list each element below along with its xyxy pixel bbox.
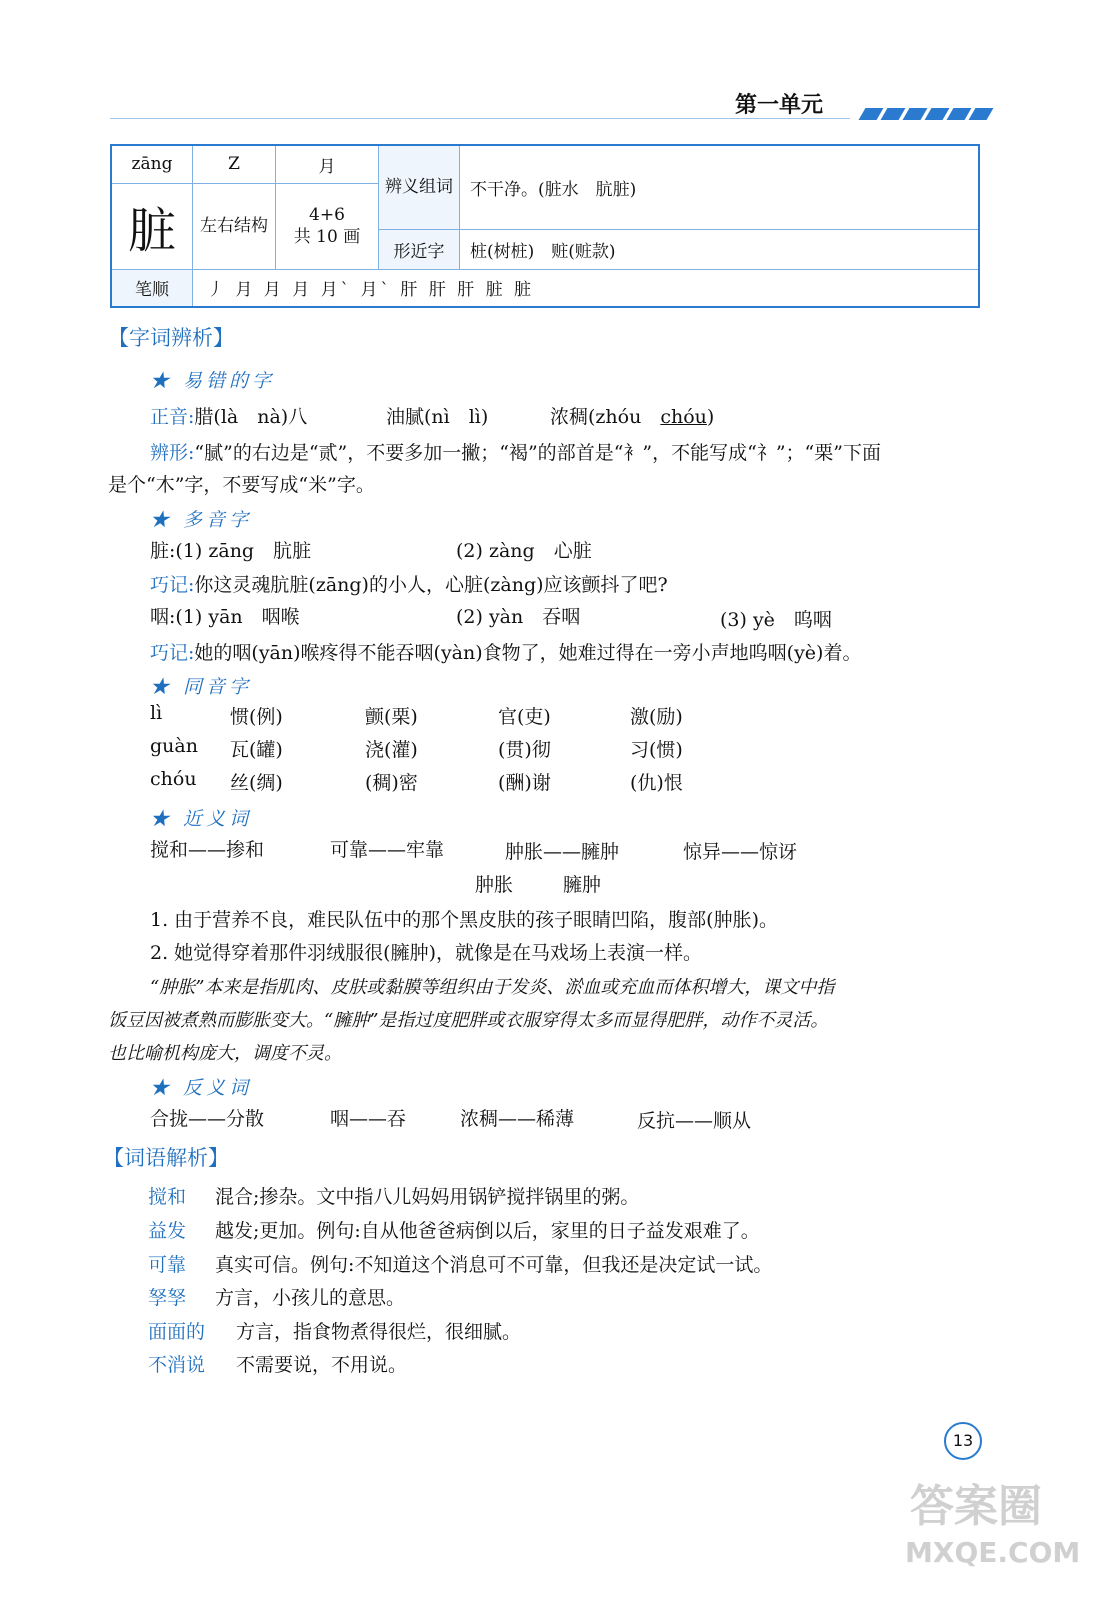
card-similar: 桩(树桩) 赃(赃款) — [460, 229, 980, 269]
card-strokes-formula: 4+6 — [309, 205, 345, 225]
homo-0-2: 颤(栗) — [365, 706, 418, 728]
term-4: 面面的 — [148, 1321, 206, 1343]
card-letter: Z — [193, 145, 276, 183]
unit-title: 第一单元 — [735, 93, 824, 118]
qiaoji-text-2: 她的咽(yān)喉疼得不能吞咽(yàn)食物了，她难过得在一旁小声地呜咽(yè)着。 — [194, 642, 862, 664]
zhengyin-3b: chóu — [660, 406, 707, 428]
def-1: 越发;更加。例句:自从他爸爸病倒以后，家里的日子益发艰难了。 — [215, 1220, 760, 1242]
def-2: 真实可信。例句:不知道这个消息可不可靠，但我还是决定试一试。 — [215, 1254, 773, 1276]
bianxing-line-1 — [150, 438, 881, 465]
synonym-pair-0: 肿胀 — [475, 874, 514, 896]
qiaoji-text-1: 你这灵魂肮脏(zāng)的小人，心脏(zàng)应该颤抖了吧? — [194, 574, 668, 596]
heading-antonyms: ★ 反义词 — [150, 1077, 253, 1099]
card-similar-label: 形近字 — [379, 229, 460, 269]
homo-2-4: (仇)恨 — [630, 772, 683, 794]
card-order-label: 笔顺 — [111, 269, 193, 307]
synonym-note-1: “肿胀”本来是指肌肉、皮肤或黏膜等组织由于发炎、淤血或充血而体积增大，课文中指 — [150, 977, 835, 998]
homo-1-2: 浇(灌) — [365, 739, 418, 761]
synonym-example-2: 2. 她觉得穿着那件羽绒服很(臃肿)，就像是在马戏场上表演一样。 — [150, 942, 702, 964]
term-3: 孥孥 — [148, 1287, 187, 1309]
poly-1a: 脏:(1) zāng 肮脏 — [150, 540, 312, 562]
qiaoji-line-1 — [150, 570, 668, 597]
header-stripes — [862, 108, 990, 120]
synonym-note-2: 饭豆因被煮熟而膨胀变大。“臃肿”是指过度肥胖或衣服穿得太多而显得肥胖，动作不灵活。 — [108, 1010, 829, 1031]
poly-1b: (2) zàng 心脏 — [456, 540, 592, 562]
zhengyin-2: 油腻(nì lì) — [386, 406, 489, 428]
zhengyin-3a: 浓稠(zhóu — [550, 406, 661, 428]
antonym-2: 浓稠——稀薄 — [460, 1108, 575, 1130]
term-1: 益发 — [148, 1220, 187, 1242]
homo-0-1: 惯(例) — [230, 706, 283, 728]
def-4: 方言，指食物煮得很烂，很细腻。 — [236, 1321, 522, 1343]
poly-2b: (2) yàn 吞咽 — [456, 606, 581, 628]
homo-0-0: lì — [150, 702, 163, 724]
antonym-3: 反抗——顺从 — [637, 1110, 752, 1132]
page-number: 13 — [944, 1422, 982, 1460]
section-title-word-analysis: 【字词辨析】 — [108, 326, 234, 350]
card-order: 丿 月 月 月 月` 月` 肝 肝 肝 脏 脏 — [193, 269, 980, 307]
heading-synonyms: ★ 近义词 — [150, 808, 253, 830]
homo-0-3: 官(吏) — [498, 706, 551, 728]
def-5: 不需要说，不用说。 — [236, 1354, 408, 1376]
homo-2-1: 丝(绸) — [230, 772, 283, 794]
synonym-1: 可靠——牢靠 — [330, 839, 445, 861]
synonym-example-1: 1. 由于营养不良，难民队伍中的那个黑皮肤的孩子眼睛凹陷，腹部(肿胀)。 — [150, 909, 778, 931]
card-char: 脏 — [111, 183, 193, 269]
card-radical: 月 — [276, 145, 379, 183]
synonym-note-3: 也比喻机构庞大，调度不灵。 — [108, 1043, 342, 1064]
homo-2-2: (稠)密 — [365, 772, 418, 794]
poly-2a: 咽:(1) yān 咽喉 — [150, 606, 300, 628]
homo-1-4: 习(惯) — [630, 739, 683, 761]
def-3: 方言，小孩儿的意思。 — [215, 1287, 406, 1309]
homo-2-0: chóu — [150, 768, 197, 790]
synonym-3: 惊异——惊讶 — [683, 841, 798, 863]
homo-2-3: (酬)谢 — [498, 772, 551, 794]
qiaoji-line-2 — [150, 638, 861, 665]
card-meaning: 不干净。(脏水 肮脏) — [460, 145, 980, 229]
zhengyin-1: 腊(là nà)八 — [194, 406, 308, 428]
card-pinyin: zāng — [111, 145, 193, 183]
watermark-logo: 答案圈 — [910, 1481, 1042, 1532]
card-structure: 左右结构 — [193, 183, 276, 269]
zhengyin-line — [150, 402, 307, 429]
homo-1-1: 瓦(罐) — [230, 739, 283, 761]
def-0: 混合;掺杂。文中指八儿妈妈用锅铲搅拌锅里的粥。 — [215, 1186, 640, 1208]
synonym-0: 搅和——掺和 — [150, 839, 265, 861]
card-strokes-total: 共 10 画 — [293, 227, 361, 247]
heading-error-chars: ★ 易错的字 — [150, 370, 276, 392]
antonym-0: 合拢——分散 — [150, 1108, 265, 1130]
section-title-word-explanation: 【词语解析】 — [103, 1146, 229, 1170]
bianxing-text-1: “腻”的右边是“贰”，不要多加一撇；“褐”的部首是“衤”，不能写成“礻”；“栗”下面 — [194, 442, 881, 464]
zhengyin-label: 正音: — [150, 406, 195, 428]
card-meaning-label: 辨义组词 — [379, 145, 460, 229]
heading-homophones: ★ 同音字 — [150, 676, 253, 698]
homo-1-0: guàn — [150, 735, 198, 757]
synonym-pair-1: 臃肿 — [563, 874, 602, 896]
synonym-2: 肿胀——臃肿 — [505, 841, 620, 863]
watermark-url: MXQE.COM — [905, 1536, 1081, 1569]
bianxing-line-2: 是个“木”字，不要写成“米”字。 — [108, 474, 375, 496]
homo-1-3: (贯)彻 — [498, 739, 551, 761]
heading-polyphones: ★ 多音字 — [150, 509, 253, 531]
card-strokes — [276, 183, 379, 269]
term-0: 搅和 — [148, 1186, 187, 1208]
zhengyin-3 — [550, 402, 714, 429]
character-card — [110, 144, 980, 308]
qiaoji-label-2: 巧记: — [150, 642, 195, 664]
term-2: 可靠 — [148, 1254, 187, 1276]
poly-2c: (3) yè 呜咽 — [720, 609, 832, 631]
bianxing-label: 辨形: — [150, 442, 195, 464]
antonym-1: 咽——吞 — [330, 1108, 407, 1130]
zhengyin-3c: ) — [706, 406, 715, 428]
term-5: 不消说 — [148, 1354, 206, 1376]
homo-0-4: 激(励) — [630, 706, 683, 728]
qiaoji-label-1: 巧记: — [150, 574, 195, 596]
